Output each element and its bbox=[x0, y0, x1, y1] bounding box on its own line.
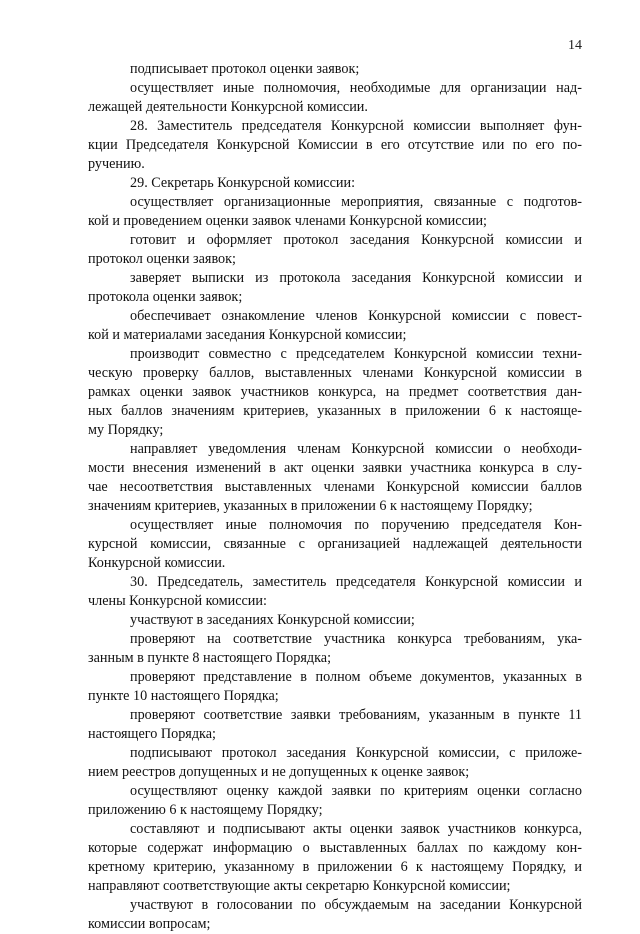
text-line: осуществляют оценку каждой заявки по критериям оценки согласно bbox=[130, 783, 582, 799]
text-line: курсной комиссии, связанные с организацией надлежащей деятельности bbox=[88, 536, 582, 552]
text-line: которые содержат информацию о выставленных баллах по каждому кон- bbox=[88, 840, 582, 856]
text-line: направляют соответствующие акты секретарю Конкурсной комиссии; bbox=[88, 878, 511, 894]
text-line: кции Председателя Конкурсной Комиссии в его отсутствие или по его по- bbox=[88, 137, 582, 153]
text-line: значениям критериев, указанных в приложении 6 к настоящему Порядку; bbox=[88, 498, 533, 514]
text-line: лежащей деятельности Конкурсной комиссии. bbox=[88, 99, 368, 115]
text-line: составляют и подписывают акты оценки заявок участников конкурса, bbox=[130, 821, 582, 837]
text-line: мости внесения изменений в акт оценки заявки участника конкурса в слу- bbox=[88, 460, 582, 476]
text-line: му Порядку; bbox=[88, 422, 164, 438]
text-line: участвуют в голосовании по обсуждаемым на заседании Конкурсной bbox=[130, 897, 582, 913]
text-line: нием реестров допущенных и не допущенных к оценке заявок; bbox=[88, 764, 470, 780]
text-line: Конкурсной комиссии. bbox=[88, 555, 226, 571]
text-line: 28. Заместитель председателя Конкурсной комиссии выполняет фун- bbox=[130, 118, 582, 134]
text-line: осуществляет организационные мероприятия, связанные с подготов- bbox=[130, 194, 582, 210]
text-line: проверяют представление в полном объеме документов, указанных в bbox=[130, 669, 582, 685]
text-line: 30. Председатель, заместитель председателя Конкурсной комиссии и bbox=[130, 574, 582, 590]
text-line: протокол оценки заявок; bbox=[88, 251, 236, 267]
text-line: рамках оценки заявок участников конкурса, на предмет соответствия дан- bbox=[88, 384, 582, 400]
text-line: проверяют на соответствие участника конкурса требованиям, ука- bbox=[130, 631, 582, 647]
text-line: 29. Секретарь Конкурсной комиссии: bbox=[130, 175, 356, 191]
text-line: члены Конкурсной комиссии: bbox=[88, 593, 267, 609]
text-line: производит совместно с председателем Конкурсной комиссии техни- bbox=[130, 346, 582, 362]
text-line: пункте 10 настоящего Порядка; bbox=[88, 688, 279, 704]
text-line: кой и проведением оценки заявок членами Конкурсной комиссии; bbox=[88, 213, 487, 229]
text-line: направляет уведомления членам Конкурсной комиссии о необходи- bbox=[130, 441, 582, 457]
text-line: настоящего Порядка; bbox=[88, 726, 216, 742]
text-line: осуществляет иные полномочия, необходимые для организации над- bbox=[130, 80, 582, 96]
text-line: кретному критерию, указанному в приложении 6 к настоящему Порядку, и bbox=[88, 859, 582, 875]
text-line: приложению 6 к настоящему Порядку; bbox=[88, 802, 323, 818]
text-line: ческую проверку баллов, выставленных членами Конкурсной комиссии в bbox=[88, 365, 582, 381]
text-line: протокола оценки заявок; bbox=[88, 289, 243, 305]
text-line: заверяет выписки из протокола заседания Конкурсной комиссии и bbox=[130, 270, 582, 286]
text-line: готовит и оформляет протокол заседания Конкурсной комиссии и bbox=[130, 232, 582, 248]
text-line: чае несоответствия выставленных членами Конкурсной комиссии баллов bbox=[88, 479, 582, 495]
text-line: ручению. bbox=[88, 156, 145, 172]
text-line: ных баллов значениям критериев, указанных в приложении 6 к настояще- bbox=[88, 403, 582, 419]
document-body bbox=[88, 60, 582, 934]
text-line: подписывают протокол заседания Конкурсной комиссии, с приложе- bbox=[130, 745, 582, 761]
text-line: кой и материалами заседания Конкурсной комиссии; bbox=[88, 327, 407, 343]
text-line: участвуют в заседаниях Конкурсной комиссии; bbox=[130, 612, 415, 628]
text-line: обеспечивает ознакомление членов Конкурсной комиссии с повест- bbox=[130, 308, 582, 324]
page-number: 14 bbox=[568, 38, 582, 53]
text-line: осуществляет иные полномочия по поручению председателя Кон- bbox=[130, 517, 582, 533]
text-line: занным в пункте 8 настоящего Порядка; bbox=[88, 650, 332, 666]
text-line: проверяют соответствие заявки требованиям, указанным в пункте 11 bbox=[130, 707, 582, 723]
text-line: комиссии вопросам; bbox=[88, 916, 211, 932]
text-line: подписывает протокол оценки заявок; bbox=[130, 61, 360, 77]
